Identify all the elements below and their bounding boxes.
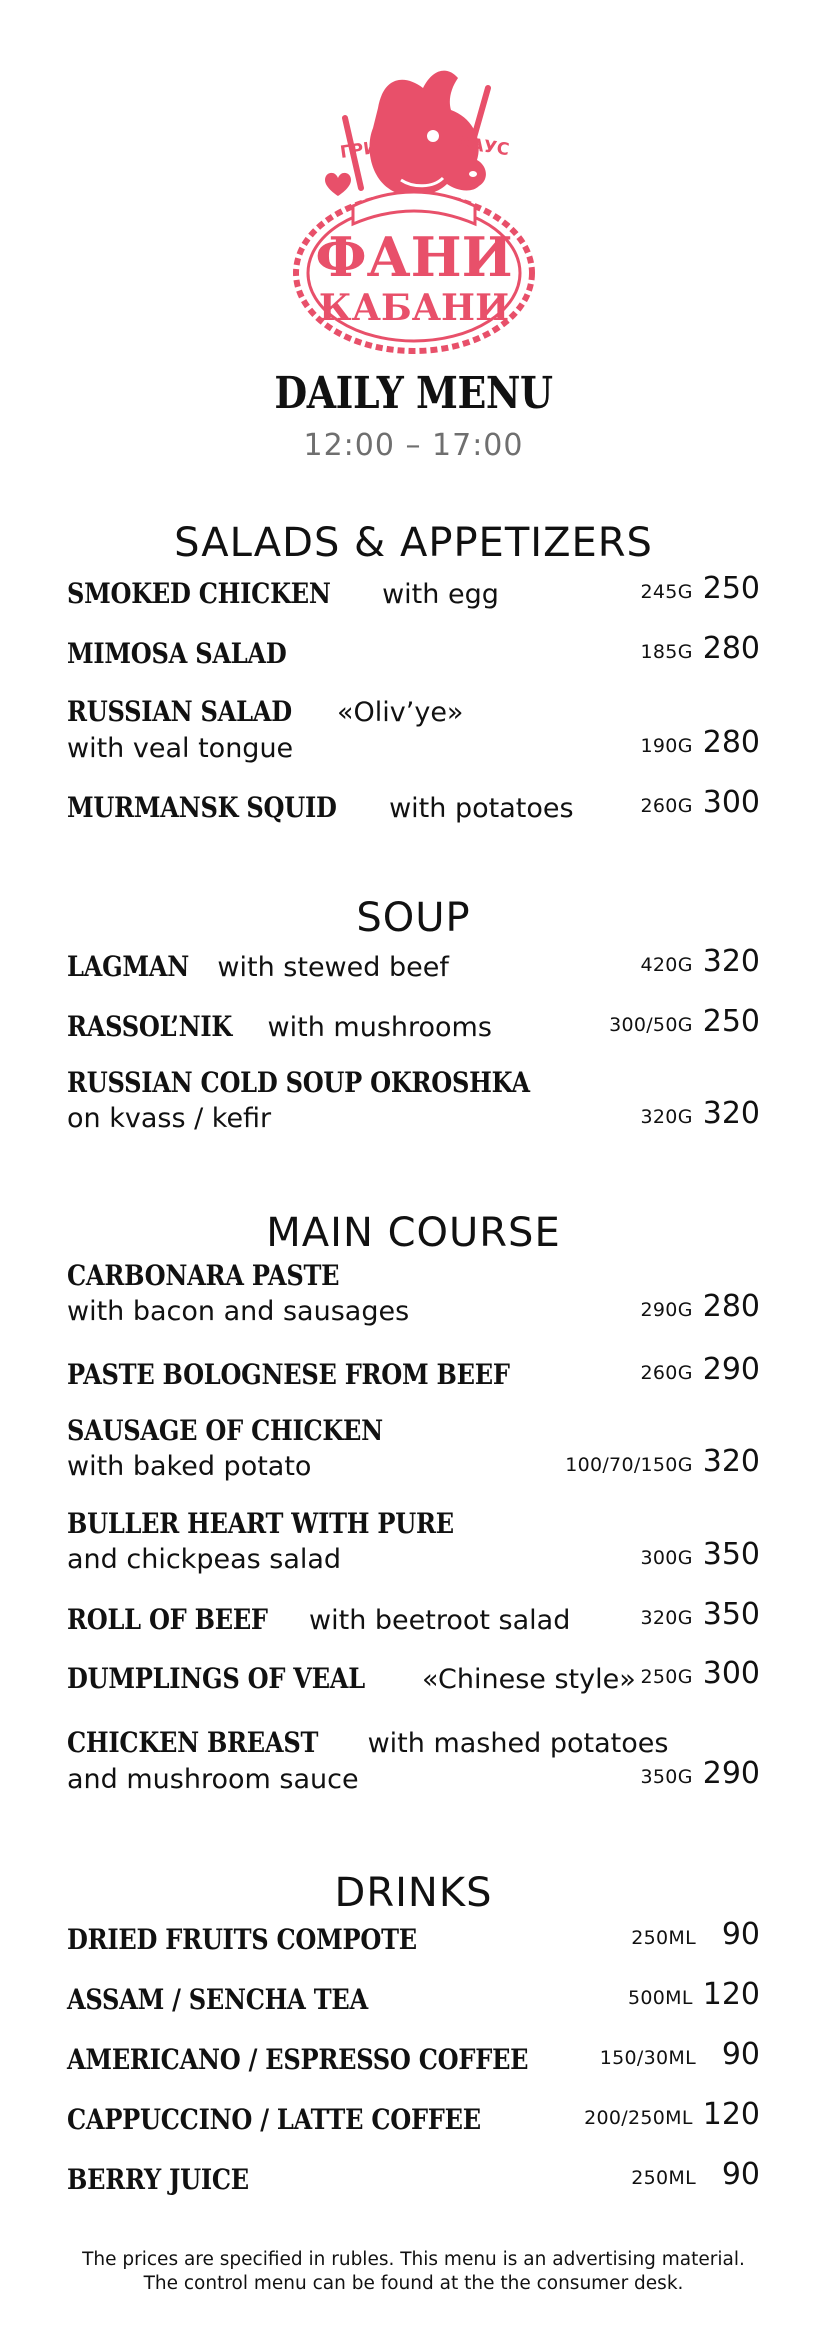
- item-weight: 185G: [640, 641, 693, 663]
- item-name-bold: DRIED FRUITS COMPOTE: [67, 1923, 417, 1956]
- item-weight: 260G: [640, 1362, 693, 1384]
- menu-item: [67, 1065, 760, 1137]
- item-name-bold: LAGMAN: [67, 950, 189, 983]
- item-name-bold: SAUSAGE OF CHICKEN: [67, 1414, 383, 1447]
- menu-item: [67, 944, 760, 985]
- item-weight: 250G: [640, 1666, 693, 1688]
- item-meta: [641, 1289, 760, 1330]
- item-name-bold: RUSSIAN COLD SOUP OKROSHKA: [67, 1066, 530, 1099]
- item-price: 90: [721, 2037, 760, 2072]
- menu-item: [67, 2097, 760, 2138]
- menu-item: [67, 631, 760, 672]
- item-meta: [641, 1597, 760, 1638]
- item-weight: 245G: [640, 581, 693, 603]
- item-name-bold: CHICKEN BREAST: [67, 1726, 319, 1759]
- item-weight: 100/70/150G: [565, 1454, 693, 1476]
- item-meta: [641, 1656, 760, 1697]
- menu-item: [67, 1506, 760, 1578]
- footer-note: [0, 2248, 827, 2296]
- logo-text-kabani: КАБАНИ: [318, 287, 510, 329]
- item-name-bold: CARBONARA PASTE: [67, 1259, 340, 1292]
- logo-text-house: ХАУС: [456, 133, 511, 161]
- item-name-detail: with mashed potatoes: [359, 1728, 669, 1759]
- menu-item: [67, 1258, 760, 1330]
- item-meta: [565, 1444, 760, 1485]
- menu-item: [67, 1977, 760, 2018]
- item-weight: 250ML: [631, 1927, 696, 1949]
- item-price: 350: [702, 1537, 760, 1572]
- item-meta: [628, 1977, 760, 2018]
- item-name-detail: with stewed beef: [208, 952, 449, 983]
- section-title: MAIN COURSE: [266, 1210, 561, 1256]
- item-weight: 300/50G: [609, 1014, 693, 1036]
- menu-item: [67, 1413, 760, 1485]
- item-weight: 350G: [640, 1766, 693, 1788]
- item-price: 280: [702, 1289, 760, 1324]
- item-price: 290: [702, 1756, 760, 1791]
- section-title: DRINKS: [334, 1870, 493, 1916]
- item-meta: [641, 571, 760, 612]
- item-price: 320: [702, 1444, 760, 1479]
- menu-item: [67, 1725, 760, 1797]
- item-weight: 300G: [640, 1547, 693, 1569]
- item-meta: [641, 785, 760, 826]
- item-meta: [641, 1756, 760, 1797]
- item-weight: 260G: [640, 795, 693, 817]
- item-weight: 320G: [640, 1106, 693, 1128]
- menu-item: [67, 2157, 760, 2198]
- item-description: and chickpeas salad: [67, 1544, 342, 1575]
- item-price: 320: [702, 944, 760, 979]
- menu-item: [67, 1352, 760, 1393]
- item-description: with bacon and sausages: [67, 1296, 410, 1327]
- item-price: 300: [702, 785, 760, 820]
- item-weight: 420G: [640, 954, 693, 976]
- section-title: SALADS & APPETIZERS: [174, 520, 653, 566]
- item-description: with veal tongue: [67, 733, 294, 764]
- item-name-bold: RUSSIAN SALAD: [67, 695, 292, 728]
- menu-item: [67, 1917, 760, 1958]
- item-name-bold: SMOKED CHICKEN: [67, 577, 331, 610]
- item-weight: 150/30ML: [599, 2047, 696, 2069]
- footer-line-2: The control menu can be found at the the consumer desk.: [143, 2273, 684, 2294]
- item-price: 280: [702, 725, 760, 760]
- item-weight: 250ML: [631, 2167, 696, 2189]
- item-meta: [641, 725, 760, 766]
- item-weight: 320G: [640, 1607, 693, 1629]
- item-name-detail: with egg: [373, 579, 499, 610]
- menu-item: [67, 1597, 760, 1638]
- item-name-bold: BERRY JUICE: [67, 2163, 249, 2196]
- item-name-bold: PASTE BOLOGNESE FROM BEEF: [67, 1358, 510, 1391]
- item-price: 250: [702, 571, 760, 606]
- item-price: 350: [702, 1597, 760, 1632]
- menu-item: [67, 785, 760, 826]
- item-weight: 290G: [640, 1299, 693, 1321]
- menu-hours: 12:00 – 17:00: [303, 428, 524, 463]
- item-meta: [641, 1537, 760, 1578]
- item-description: on kvass / kefir: [67, 1103, 272, 1134]
- restaurant-logo: [283, 48, 545, 358]
- item-price: 300: [702, 1656, 760, 1691]
- item-name-bold: AMERICANO / ESPRESSO COFFEE: [67, 2043, 529, 2076]
- item-weight: 500ML: [627, 1987, 693, 2009]
- menu-title: DAILY MENU: [274, 368, 553, 419]
- item-meta: [641, 631, 760, 672]
- menu-item: [67, 1004, 760, 1045]
- item-price: 250: [702, 1004, 760, 1039]
- item-price: 120: [702, 1977, 760, 2012]
- item-meta: [641, 1096, 760, 1137]
- item-meta: [641, 944, 760, 985]
- item-price: 320: [702, 1096, 760, 1131]
- item-name-detail: «Chinese style»: [413, 1664, 636, 1695]
- footer-line-1: The prices are specified in rubles. This menu is an advertising material.: [82, 2249, 745, 2270]
- menu-item: [67, 1656, 760, 1697]
- logo-text-fani: ФАНИ: [315, 225, 513, 289]
- menu-item: [67, 694, 760, 766]
- item-price: 90: [721, 1917, 760, 1952]
- item-name-bold: BULLER HEART WITH PURE: [67, 1507, 454, 1540]
- item-name-detail: with beetroot salad: [300, 1605, 571, 1636]
- pig-logo-icon: [283, 48, 545, 358]
- item-name-bold: MIMOSA SALAD: [67, 637, 287, 670]
- section-title: SOUP: [356, 895, 471, 941]
- item-name-detail: «Oliv’ye»: [328, 697, 464, 728]
- item-meta: [631, 1917, 760, 1958]
- item-name-bold: RASSOL’NIK: [67, 1010, 233, 1043]
- item-name-detail: with potatoes: [380, 793, 574, 824]
- item-name-detail: with mushrooms: [258, 1012, 492, 1043]
- item-name-bold: ROLL OF BEEF: [67, 1603, 268, 1636]
- menu-item: [67, 571, 760, 612]
- item-meta: [631, 2157, 760, 2198]
- item-name-bold: ASSAM / SENCHA TEA: [67, 1983, 368, 2016]
- item-description: and mushroom sauce: [67, 1764, 359, 1795]
- item-price: 90: [721, 2157, 760, 2192]
- item-name-bold: CAPPUCCINO / LATTE COFFEE: [67, 2103, 481, 2136]
- item-price: 120: [702, 2097, 760, 2132]
- logo-text-grill: ГРИЛЬ: [338, 134, 406, 163]
- item-meta: [584, 2097, 760, 2138]
- item-weight: 190G: [640, 735, 693, 757]
- menu-item: [67, 2037, 760, 2078]
- item-meta: [600, 2037, 760, 2078]
- item-name-bold: DUMPLINGS OF VEAL: [67, 1662, 365, 1695]
- item-name-bold: MURMANSK SQUID: [67, 791, 337, 824]
- item-description: with baked potato: [67, 1451, 312, 1482]
- item-price: 280: [702, 631, 760, 666]
- item-weight: 200/250ML: [584, 2107, 693, 2129]
- item-meta: [641, 1352, 760, 1393]
- item-price: 290: [702, 1352, 760, 1387]
- item-meta: [609, 1004, 760, 1045]
